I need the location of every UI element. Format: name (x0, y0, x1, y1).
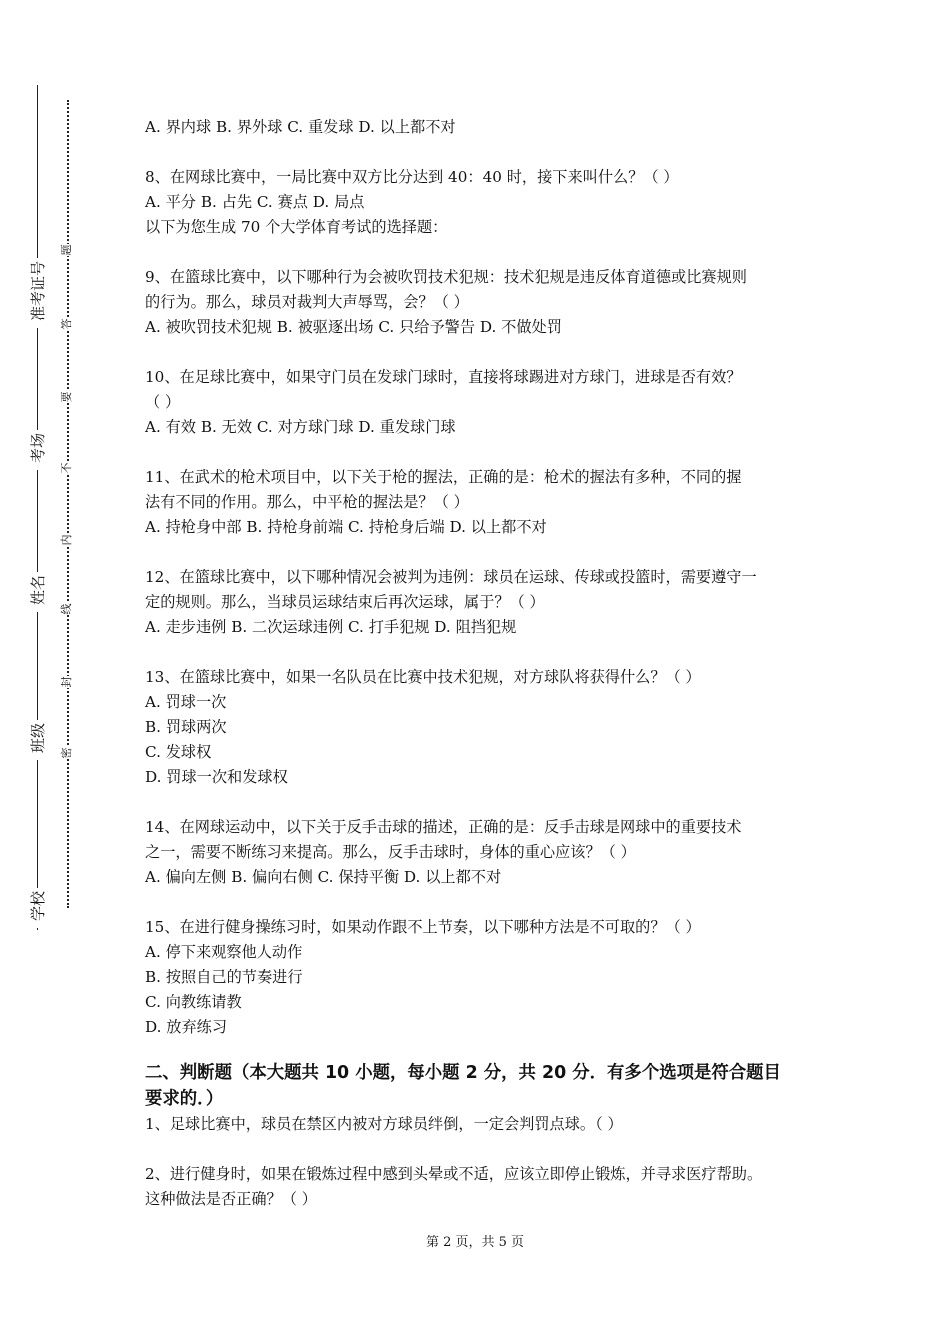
binding-solid-line (37, 85, 38, 930)
section-2-heading (145, 1060, 815, 1112)
exam-number-label: 准考证号 (30, 258, 46, 328)
question-14-options: A. 偏向左侧 B. 偏向右侧 C. 保持平衡 D. 以上都不对 (145, 868, 502, 886)
question-12-options: A. 走步违例 B. 二次运球违例 C. 打手犯规 D. 阻挡犯规 (145, 618, 517, 636)
question-12-text: 12、在篮球比赛中，以下哪种情况会被判为违例：球员在运球、传球或投篮时，需要遵守一 (145, 568, 757, 586)
seal-char: 不 (60, 462, 73, 474)
judge-1-text: 1、足球比赛中，球员在禁区内被对方球员绊倒，一定会判罚点球。（ ） (145, 1115, 623, 1133)
judge-2-text: 这种做法是否正确？（ ） (145, 1190, 317, 1208)
question-10-options: A. 有效 B. 无效 C. 对方球门球 D. 重发球门球 (145, 418, 456, 436)
seal-dotted-line (67, 100, 69, 908)
section-2-heading-line: 要求的．） (145, 1089, 224, 1109)
question-13-text: 13、在篮球比赛中，如果一名队员在比赛中技术犯规，对方球队将获得什么？（ ） (145, 668, 701, 686)
question-9-text: 的行为。那么，球员对裁判大声辱骂，会？（ ） (145, 293, 469, 311)
seal-char: 密 (60, 747, 73, 759)
class-label: 班级 (30, 720, 46, 760)
question-15-option: C. 向教练请教 (145, 993, 242, 1011)
seal-char: 要 (60, 391, 73, 403)
question-13-option: C. 发球权 (145, 743, 212, 761)
exam-content (145, 115, 815, 1212)
school-label: 学校 (30, 888, 46, 928)
question-13-option: A. 罚球一次 (145, 693, 227, 711)
question-10-text: 10、在足球比赛中，如果守门员在发球门球时，直接将球踢进对方球门，进球是否有效？ (145, 368, 742, 386)
question-11-text: 法有不同的作用。那么，中平枪的握法是？（ ） (145, 493, 469, 511)
seal-char: 内 (60, 534, 73, 546)
seal-char: 线 (60, 603, 73, 615)
question-14-text: 之一，需要不断练习来提高。那么，反手击球时，身体的重心应该？（ ） (145, 843, 636, 861)
binding-margin (0, 0, 110, 1344)
seal-char: 封 (60, 676, 73, 688)
question-10-text: （ ） (145, 393, 181, 411)
question-14-text: 14、在网球运动中，以下关于反手击球的描述，正确的是：反手击球是网球中的重要技术 (145, 818, 742, 836)
question-9-text: 9、在篮球比赛中，以下哪种行为会被吹罚技术犯规：技术犯规是违反体育道德或比赛规则 (145, 268, 747, 286)
intro-text: 以下为您生成 70 个大学体育考试的选择题： (145, 218, 448, 236)
question-12-text: 定的规则。那么，当球员运球结束后再次运球，属于？（ ） (145, 593, 545, 611)
question-11-text: 11、在武术的枪术项目中，以下关于枪的握法，正确的是：枪术的握法有多种，不同的握 (145, 468, 742, 486)
section-2-heading-line: 二、判断题（本大题共 10 小题，每小题 2 分，共 20 分．有多个选项是符合题目 (145, 1063, 781, 1083)
question-11-options: A. 持枪身中部 B. 持枪身前端 C. 持枪身后端 D. 以上都不对 (145, 518, 547, 536)
name-label: 姓名 (30, 572, 46, 612)
question-15-option: B. 按照自己的节奏进行 (145, 968, 303, 986)
seal-char: 答 (60, 318, 73, 330)
question-15-option: A. 停下来观察他人动作 (145, 943, 303, 961)
question-15-option: D. 放弃练习 (145, 1018, 228, 1036)
exam-room-label: 考场 (30, 430, 46, 470)
question-7-options: A. 界内球 B. 界外球 C. 重发球 D. 以上都不对 (145, 118, 456, 136)
judge-2-text: 2、进行健身时，如果在锻炼过程中感到头晕或不适，应该立即停止锻炼，并寻求医疗帮助。 (145, 1165, 763, 1183)
page-footer: 第 2 页，共 5 页 (425, 1235, 525, 1250)
question-13-option: D. 罚球一次和发球权 (145, 768, 288, 786)
question-8-text: 8、在网球比赛中，一局比赛中双方比分达到 40：40 时，接下来叫什么？（ ） (145, 168, 679, 186)
question-8-options: A. 平分 B. 占先 C. 赛点 D. 局点 (145, 193, 365, 211)
seal-char: 题 (60, 244, 73, 256)
question-9-options: A. 被吹罚技术犯规 B. 被驱逐出场 C. 只给予警告 D. 不做处罚 (145, 318, 562, 336)
question-13-option: B. 罚球两次 (145, 718, 227, 736)
question-15-text: 15、在进行健身操练习时，如果动作跟不上节奏，以下哪种方法是不可取的？（ ） (145, 918, 701, 936)
